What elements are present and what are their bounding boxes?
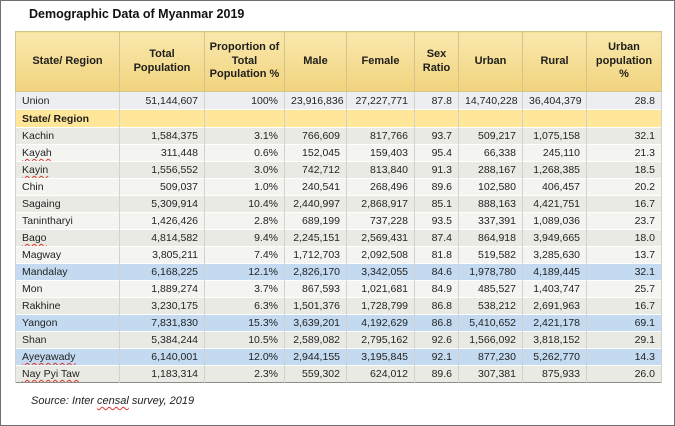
empty-cell — [523, 110, 587, 128]
region-name-cell: Yangon — [16, 315, 120, 332]
table-row — [16, 298, 662, 315]
table-row — [16, 179, 662, 196]
region-name-cell: Tanintharyi — [16, 213, 120, 230]
region-name-cell: Shan — [16, 332, 120, 349]
table-header — [16, 32, 662, 92]
region-name-cell: Rakhine — [16, 298, 120, 315]
table-row — [16, 315, 662, 332]
male-cell: 1,501,376 — [285, 298, 347, 315]
rural-cell: 875,933 — [523, 366, 587, 383]
region-name-cell: Kayah — [16, 145, 120, 162]
sex-ratio-cell: 86.8 — [415, 298, 459, 315]
region-name-cell: Mon — [16, 281, 120, 298]
urban-cell: 102,580 — [459, 179, 523, 196]
region-name-cell: Union — [16, 92, 120, 110]
rural-cell: 36,404,379 — [523, 92, 587, 110]
sex-ratio-cell: 81.8 — [415, 247, 459, 264]
female-cell: 2,868,917 — [347, 196, 415, 213]
page-title: Demographic Data of Myanmar 2019 — [29, 7, 245, 21]
male-cell: 742,712 — [285, 162, 347, 179]
region-name-cell: Kayin — [16, 162, 120, 179]
rural-cell: 1,089,036 — [523, 213, 587, 230]
sex-ratio-cell: 89.6 — [415, 179, 459, 196]
male-cell: 2,589,082 — [285, 332, 347, 349]
rural-cell: 3,949,665 — [523, 230, 587, 247]
female-cell: 268,496 — [347, 179, 415, 196]
source-note-misspelled-word: censal — [97, 395, 129, 407]
table-row-union — [16, 92, 662, 110]
proportion-cell: 10.5% — [205, 332, 285, 349]
male-cell: 2,944,155 — [285, 349, 347, 366]
male-cell: 867,593 — [285, 281, 347, 298]
source-note-suffix: survey, 2019 — [128, 395, 195, 407]
demographic-table — [15, 31, 662, 383]
empty-cell — [285, 110, 347, 128]
female-cell: 1,728,799 — [347, 298, 415, 315]
table-row — [16, 196, 662, 213]
proportion-cell: 2.8% — [205, 213, 285, 230]
total-population-cell: 1,584,375 — [120, 128, 205, 145]
urban-pct-cell: 18.5 — [587, 162, 662, 179]
sex-ratio-cell: 89.6 — [415, 366, 459, 383]
sex-ratio-cell: 91.3 — [415, 162, 459, 179]
col-header-urban: Urban — [459, 32, 523, 92]
proportion-cell: 3.1% — [205, 128, 285, 145]
total-population-cell: 51,144,607 — [120, 92, 205, 110]
table-body — [16, 92, 662, 383]
urban-cell: 14,740,228 — [459, 92, 523, 110]
table-row — [16, 264, 662, 281]
urban-pct-cell: 26.0 — [587, 366, 662, 383]
urban-pct-cell: 29.1 — [587, 332, 662, 349]
sex-ratio-cell: 87.4 — [415, 230, 459, 247]
region-name-cell: Kachin — [16, 128, 120, 145]
table-row — [16, 247, 662, 264]
sex-ratio-cell: 92.1 — [415, 349, 459, 366]
region-name-cell: Mandalay — [16, 264, 120, 281]
total-population-cell: 1,183,314 — [120, 366, 205, 383]
urban-cell: 1,566,092 — [459, 332, 523, 349]
urban-pct-cell: 69.1 — [587, 315, 662, 332]
proportion-cell: 1.0% — [205, 179, 285, 196]
sex-ratio-cell: 86.8 — [415, 315, 459, 332]
urban-pct-cell: 21.3 — [587, 145, 662, 162]
rural-cell: 245,110 — [523, 145, 587, 162]
sex-ratio-cell: 93.7 — [415, 128, 459, 145]
female-cell: 817,766 — [347, 128, 415, 145]
total-population-cell: 7,831,830 — [120, 315, 205, 332]
table-row — [16, 230, 662, 247]
table-row — [16, 145, 662, 162]
male-cell: 152,045 — [285, 145, 347, 162]
female-cell: 2,569,431 — [347, 230, 415, 247]
table-row-section-label — [16, 110, 662, 128]
total-population-cell: 509,037 — [120, 179, 205, 196]
female-cell: 3,342,055 — [347, 264, 415, 281]
male-cell: 766,609 — [285, 128, 347, 145]
male-cell: 689,199 — [285, 213, 347, 230]
urban-cell: 538,212 — [459, 298, 523, 315]
col-header-state-region: State/ Region — [16, 32, 120, 92]
urban-pct-cell: 28.8 — [587, 92, 662, 110]
proportion-cell: 6.3% — [205, 298, 285, 315]
proportion-cell: 0.6% — [205, 145, 285, 162]
sex-ratio-cell: 85.1 — [415, 196, 459, 213]
female-cell: 2,795,162 — [347, 332, 415, 349]
empty-cell — [347, 110, 415, 128]
col-header-sex-ratio: Sex Ratio — [415, 32, 459, 92]
total-population-cell: 4,814,582 — [120, 230, 205, 247]
female-cell: 2,092,508 — [347, 247, 415, 264]
total-population-cell: 3,805,211 — [120, 247, 205, 264]
proportion-cell: 100% — [205, 92, 285, 110]
total-population-cell: 1,426,426 — [120, 213, 205, 230]
urban-pct-cell: 18.0 — [587, 230, 662, 247]
proportion-cell: 12.1% — [205, 264, 285, 281]
table-row — [16, 281, 662, 298]
urban-pct-cell: 32.1 — [587, 128, 662, 145]
urban-pct-cell: 16.7 — [587, 196, 662, 213]
rural-cell: 3,285,630 — [523, 247, 587, 264]
female-cell: 3,195,845 — [347, 349, 415, 366]
total-population-cell: 311,448 — [120, 145, 205, 162]
region-name-cell: Bago — [16, 230, 120, 247]
proportion-cell: 3.7% — [205, 281, 285, 298]
sex-ratio-cell: 84.6 — [415, 264, 459, 281]
rural-cell: 2,691,963 — [523, 298, 587, 315]
urban-pct-cell: 32.1 — [587, 264, 662, 281]
region-name-cell: Ayeyawady — [16, 349, 120, 366]
urban-cell: 864,918 — [459, 230, 523, 247]
rural-cell: 1,075,158 — [523, 128, 587, 145]
sex-ratio-cell: 87.8 — [415, 92, 459, 110]
total-population-cell: 1,556,552 — [120, 162, 205, 179]
female-cell: 813,840 — [347, 162, 415, 179]
rural-cell: 5,262,770 — [523, 349, 587, 366]
total-population-cell: 3,230,175 — [120, 298, 205, 315]
total-population-cell: 5,384,244 — [120, 332, 205, 349]
col-header-urban-pct: Urban population % — [587, 32, 662, 92]
col-header-total-population: Total Population — [120, 32, 205, 92]
region-name-cell: Sagaing — [16, 196, 120, 213]
table-row — [16, 332, 662, 349]
table-row — [16, 128, 662, 145]
male-cell: 240,541 — [285, 179, 347, 196]
source-note — [31, 395, 194, 407]
male-cell: 2,245,151 — [285, 230, 347, 247]
rural-cell: 4,189,445 — [523, 264, 587, 281]
total-population-cell: 6,168,225 — [120, 264, 205, 281]
male-cell: 23,916,836 — [285, 92, 347, 110]
proportion-cell: 7.4% — [205, 247, 285, 264]
urban-pct-cell: 14.3 — [587, 349, 662, 366]
urban-cell: 5,410,652 — [459, 315, 523, 332]
female-cell: 27,227,771 — [347, 92, 415, 110]
col-header-proportion: Proportion of Total Population % — [205, 32, 285, 92]
urban-cell: 288,167 — [459, 162, 523, 179]
female-cell: 1,021,681 — [347, 281, 415, 298]
urban-cell: 888,163 — [459, 196, 523, 213]
table-row — [16, 162, 662, 179]
sex-ratio-cell: 95.4 — [415, 145, 459, 162]
urban-cell: 877,230 — [459, 349, 523, 366]
male-cell: 2,826,170 — [285, 264, 347, 281]
empty-cell — [205, 110, 285, 128]
proportion-cell: 9.4% — [205, 230, 285, 247]
total-population-cell: 1,889,274 — [120, 281, 205, 298]
section-label-cell: State/ Region — [16, 110, 120, 128]
urban-cell: 509,217 — [459, 128, 523, 145]
urban-pct-cell: 25.7 — [587, 281, 662, 298]
proportion-cell: 3.0% — [205, 162, 285, 179]
proportion-cell: 2.3% — [205, 366, 285, 383]
male-cell: 559,302 — [285, 366, 347, 383]
col-header-male: Male — [285, 32, 347, 92]
proportion-cell: 10.4% — [205, 196, 285, 213]
empty-cell — [120, 110, 205, 128]
empty-cell — [415, 110, 459, 128]
region-name-cell: Nay Pyi Taw — [16, 366, 120, 383]
rural-cell: 2,421,178 — [523, 315, 587, 332]
male-cell: 1,712,703 — [285, 247, 347, 264]
male-cell: 2,440,997 — [285, 196, 347, 213]
table-row — [16, 349, 662, 366]
female-cell: 4,192,629 — [347, 315, 415, 332]
rural-cell: 3,818,152 — [523, 332, 587, 349]
table-row — [16, 213, 662, 230]
male-cell: 3,639,201 — [285, 315, 347, 332]
empty-cell — [587, 110, 662, 128]
urban-pct-cell: 20.2 — [587, 179, 662, 196]
urban-pct-cell: 13.7 — [587, 247, 662, 264]
female-cell: 624,012 — [347, 366, 415, 383]
region-name-cell: Magway — [16, 247, 120, 264]
region-name-cell: Chin — [16, 179, 120, 196]
urban-cell: 66,338 — [459, 145, 523, 162]
header-row — [16, 32, 662, 92]
rural-cell: 4,421,751 — [523, 196, 587, 213]
source-note-prefix: Source: Inter — [31, 395, 98, 407]
table-row — [16, 366, 662, 383]
urban-cell: 519,582 — [459, 247, 523, 264]
urban-cell: 485,527 — [459, 281, 523, 298]
urban-pct-cell: 23.7 — [587, 213, 662, 230]
urban-pct-cell: 16.7 — [587, 298, 662, 315]
total-population-cell: 6,140,001 — [120, 349, 205, 366]
sex-ratio-cell: 93.5 — [415, 213, 459, 230]
rural-cell: 1,403,747 — [523, 281, 587, 298]
female-cell: 159,403 — [347, 145, 415, 162]
col-header-female: Female — [347, 32, 415, 92]
rural-cell: 406,457 — [523, 179, 587, 196]
urban-cell: 307,381 — [459, 366, 523, 383]
total-population-cell: 5,309,914 — [120, 196, 205, 213]
urban-cell: 1,978,780 — [459, 264, 523, 281]
proportion-cell: 12.0% — [205, 349, 285, 366]
proportion-cell: 15.3% — [205, 315, 285, 332]
urban-cell: 337,391 — [459, 213, 523, 230]
rural-cell: 1,268,385 — [523, 162, 587, 179]
sex-ratio-cell: 92.6 — [415, 332, 459, 349]
sex-ratio-cell: 84.9 — [415, 281, 459, 298]
col-header-rural: Rural — [523, 32, 587, 92]
female-cell: 737,228 — [347, 213, 415, 230]
empty-cell — [459, 110, 523, 128]
